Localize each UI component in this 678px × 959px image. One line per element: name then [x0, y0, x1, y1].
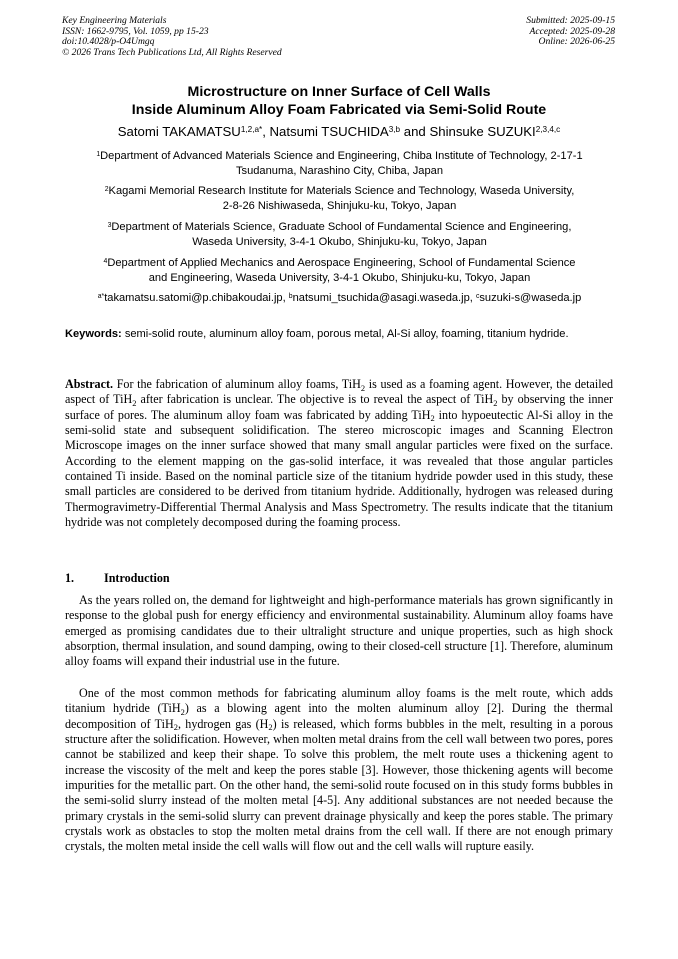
- paper-title: [40, 83, 638, 119]
- keywords-block: [65, 327, 613, 342]
- abstract-text: For the fabrication of aluminum alloy foams, TiH$_2$ is used as a foaming agent. However, the detailed aspect of TiH$_2$ after fabrication is unclear. The objective is to reveal the aspect of TiH$_2$ by observing the inner surface of pores. The aluminum alloy foam was fabricated by adding TiH$_2$ into hypoeutectic Al-Si alloy in the semi-solid state and subsequent solidification. The stereo microscopic images and Scanning Electron Microscope images on the inner surface showed that many small angular particles were fixed on the surface. According to the element mapping on the gas-solid interface, it was revealed that those angular particles contained Ti inside. Based on the nominal particle size of the titanium hydride powder used in this study, these small particles are considered to be derived from titanium hydride. Additionally, hydrogen was released during Thermogravimetry-Differential Thermal Analysis and Mass Spectrometry. The results indicate that the titanium hydride was not completely decomposed during the foaming process.: [65, 377, 613, 530]
- email-separator: ,: [282, 292, 289, 304]
- email-address[interactable]: takamatsu.satomi@p.chibakoudai.jp: [104, 292, 283, 304]
- affiliation-line: and Engineering, Waseda University, 3-4-1 Okubo, Shinjuku-ku, Tokyo, Japan: [148, 272, 531, 285]
- title-line-1: Microstructure on Inner Surface of Cell Walls: [187, 84, 491, 100]
- email-mark: a*: [97, 292, 105, 300]
- email-address[interactable]: natsumi_tsuchida@asagi.waseda.jp: [292, 292, 470, 304]
- email-mark: b: [288, 292, 293, 300]
- email-mark: c: [475, 292, 480, 300]
- submitted-date: Submitted: 2025-09-15: [526, 15, 615, 26]
- affiliation-4: [62, 256, 617, 287]
- affiliation-line: Kagami Memorial Research Institute for Materials Science and Technology, Waseda University,: [108, 185, 575, 197]
- affiliation-line: 2-8-26 Nishiwaseda, Shinjuku-ku, Tokyo, Japan: [222, 200, 457, 213]
- title-line-2: Inside Aluminum Alloy Foam Fabricated via Semi-Solid Route: [131, 102, 547, 118]
- body-paragraph-2: One of the most common methods for fabricating aluminum alloy foams is the melt route, which adds titanium hydride (TiH$_2$) as a blowing agent into the molten aluminum alloy [2]. During the thermal decomposition of TiH$_2$, hydrogen gas $(H_2)$ is released, which forms bubbles in the melt, resulting in a porous structure after the solidification. However, when molten metal drains from the cell wall between two pores, pores cannot be stabilized and keep their shape. To solve this problem, the melt route uses a thickening agent to increase the viscosity of the melt and keep the pores stable [3]. However, those thickening agents will become impurities for the metallic part. On the other hand, the semi-solid route focused on in this study forms bubbles in the semi-solid slurry instead of the molten metal [4-5]. Any additional substances are not needed because the primary crystals in the semi-solid slurry can prevent drainage physically and keep the pores stable. The primary crystals work as obstacles to stop the molten metal drains from the cell wall. If there are not enough primary crystals, the molten metal inside the cell walls will flow out and the cell walls will rupture easily.: [65, 686, 614, 854]
- dates-info: [526, 16, 615, 48]
- affiliation-number: 3: [107, 221, 112, 229]
- author-name: Natsumi TSUCHIDA: [269, 124, 389, 139]
- journal-info: [62, 16, 282, 58]
- author-name: Shinsuke SUZUKI: [429, 124, 536, 139]
- affiliation-line: Department of Applied Mechanics and Aerospace Engineering, School of Fundamental Science: [107, 257, 576, 269]
- affiliation-1: [62, 149, 617, 180]
- issn-line: ISSN: 1662-9795, Vol. 1059, pp 15-23: [62, 25, 209, 37]
- affiliation-3: [62, 220, 617, 251]
- email-list: [62, 291, 617, 306]
- journal-name: Key Engineering Materials: [62, 15, 167, 26]
- affiliation-number: 4: [103, 257, 108, 265]
- email-separator: ,: [469, 292, 476, 304]
- section-number: 1.: [65, 571, 75, 585]
- doi-line: doi:10.4028/p-O4Umgq: [62, 36, 155, 47]
- affiliation-number: 2: [104, 185, 109, 193]
- author-affil-mark: 3,b: [388, 124, 401, 134]
- abstract-label: Abstract.: [65, 377, 114, 391]
- keywords-text: semi-solid route, aluminum alloy foam, porous metal, Al-Si alloy, foaming, titanium hydride.: [124, 328, 569, 340]
- affiliation-line: Department of Materials Science, Graduate School of Fundamental Science and Engineering,: [111, 221, 572, 233]
- email-address[interactable]: suzuki-s@waseda.jp: [479, 292, 582, 304]
- section-title: Introduction: [104, 571, 170, 585]
- affiliation-line: Tsudanuma, Narashino City, Chiba, Japan: [236, 165, 443, 178]
- affiliation-line: Waseda University, 3-4-1 Okubo, Shinjuku-ku, Tokyo, Japan: [192, 236, 487, 249]
- author-separator: and: [400, 124, 430, 139]
- author-name: Satomi TAKAMATSU: [117, 124, 241, 139]
- author-affil-mark: 1,2,a*: [240, 124, 263, 134]
- accepted-date: Accepted: 2025-09-28: [529, 25, 615, 37]
- affiliation-line: Department of Advanced Materials Science and Engineering, Chiba Institute of Technology, 2-17-1: [100, 150, 583, 162]
- section-heading: [65, 571, 170, 586]
- abstract-block: [65, 377, 613, 530]
- affiliation-2: [62, 184, 617, 215]
- keywords-label: Keywords:: [65, 328, 122, 340]
- copyright-line: © 2026 Trans Tech Publications Ltd, All Rights Reserved: [62, 46, 282, 58]
- author-separator: ,: [262, 124, 270, 139]
- body-paragraph-1: As the years rolled on, the demand for lightweight and high-performance materials has grown significantly in response to the global push for energy efficiency and environmental sustainability. Aluminum alloy foams have emerged as promising candidates due to their ultralight structure and unique properties, such as high shock absorption, thermal insulation, and sound damping, owing to their closed-cell structure [1]. Therefore, aluminum alloy foams will expand their industrial use in the future.: [65, 593, 613, 669]
- author-affil-mark: 2,3,4,c: [535, 124, 561, 134]
- online-date: Online: 2026-06-25: [538, 36, 615, 47]
- author-list: [40, 124, 638, 140]
- affiliation-number: 1: [96, 150, 101, 158]
